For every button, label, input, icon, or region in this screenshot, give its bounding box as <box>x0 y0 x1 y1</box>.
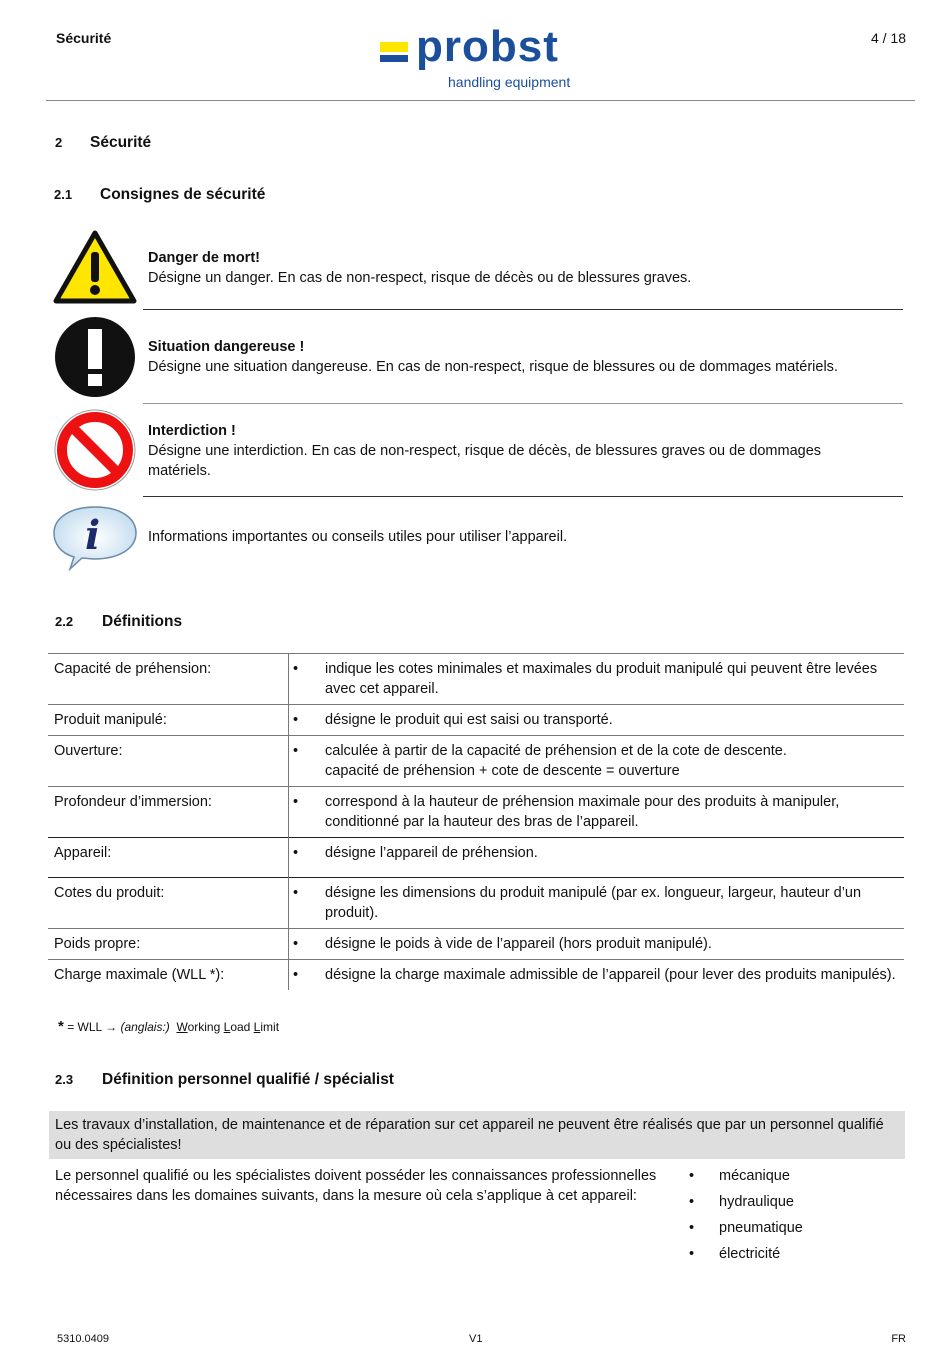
bullet: • <box>289 878 320 929</box>
subsection-heading-2-3: 2.3 Définition personnel qualifié / spécialist <box>55 1071 394 1088</box>
description: désigne le poids à vide de l’appareil (hors produit manipulé). <box>319 929 904 960</box>
term: Cotes du produit: <box>48 878 289 929</box>
bullet: • <box>289 705 320 736</box>
term: Profondeur d’immersion: <box>48 787 289 838</box>
page-number: 4 / 18 <box>870 30 906 46</box>
bullet: • <box>289 960 320 991</box>
table-row <box>48 787 904 838</box>
description: désigne le produit qui est saisi ou transporté. <box>319 705 904 736</box>
divider <box>143 403 903 404</box>
divider <box>143 496 903 497</box>
sign-caution-text: Situation dangereuse ! Désigne une situation dangereuse. En cas de non-respect, risque de blessures ou de dommages matériels. <box>148 339 838 375</box>
divider <box>143 309 903 310</box>
logo-word: probst <box>416 22 559 71</box>
exclamation-circle-icon <box>54 316 136 398</box>
term: Produit manipulé: <box>48 705 289 736</box>
sign-danger-text: Danger de mort! Désigne un danger. En cas de non-respect, risque de décès ou de blessures graves. <box>148 250 692 286</box>
table-row <box>48 929 904 960</box>
header-divider <box>46 100 915 101</box>
qualification-notice: Les travaux d’installation, de maintenance et de réparation sur cet appareil ne peuvent être réalisés que par un personnel qualifié ou des spécialistes! <box>49 1111 905 1159</box>
list-item: • hydraulique <box>689 1194 803 1220</box>
description: calculée à partir de la capacité de préhension et de la cote de descente. capacité de préhension + cote de descente = ouverture <box>319 736 904 787</box>
footer-doc-number: 5310.0409 <box>57 1333 109 1345</box>
description: désigne la charge maximale admissible de l’appareil (pour lever des produits manipulés). <box>319 960 904 991</box>
list-item: • électricité <box>689 1246 803 1272</box>
term: Capacité de préhension: <box>48 654 289 705</box>
table-row <box>48 705 904 736</box>
subsection-heading-2-2: 2.2 Définitions <box>55 613 183 630</box>
list-item: • mécanique <box>689 1168 803 1194</box>
bullet: • <box>289 654 320 705</box>
header-title: Sécurité <box>56 30 112 46</box>
warning-triangle-icon <box>53 230 137 304</box>
table-row <box>48 878 904 929</box>
term: Appareil: <box>48 838 289 878</box>
footnote: * = WLL → (anglais:) Working Load Limit <box>58 1018 280 1035</box>
bullet: • <box>289 929 320 960</box>
table-row <box>48 838 904 878</box>
subsection-heading-2-1: 2.1 Consignes de sécurité <box>54 186 266 203</box>
qualification-text: Le personnel qualifié ou les spécialistes doivent posséder les connaissances professionnelles nécessaires dans les domaines suivants, dans la mesure où cela s’applique à cet appareil: <box>55 1168 657 1204</box>
definitions-table <box>48 653 904 990</box>
table-row <box>48 654 904 705</box>
bullet: • <box>289 787 320 838</box>
logo-subtitle: handling equipment <box>448 74 571 90</box>
table-row <box>48 960 904 991</box>
list-item: • pneumatique <box>689 1220 803 1246</box>
footer-language: FR <box>891 1333 906 1345</box>
info-bubble-icon <box>52 505 138 573</box>
term: Ouverture: <box>48 736 289 787</box>
domain-list <box>689 1168 803 1272</box>
table-row <box>48 736 904 787</box>
description: désigne les dimensions du produit manipulé (par ex. longueur, largeur, hauteur d’un produit). <box>319 878 904 929</box>
sign-prohibition-text: Interdiction ! Désigne une interdiction. En cas de non-respect, risque de décès, de blessures graves ou de dommages matériels. <box>148 423 822 479</box>
description: indique les cotes minimales et maximales du produit manipulé qui peuvent être levées avec cet appareil. <box>319 654 904 705</box>
footer-version: V1 <box>469 1333 483 1345</box>
bullet: • <box>289 838 320 878</box>
prohibition-icon <box>54 409 136 491</box>
description: désigne l’appareil de préhension. <box>319 838 904 878</box>
sign-info-text: Informations importantes ou conseils utiles pour utiliser l’appareil. <box>148 529 568 545</box>
term: Poids propre: <box>48 929 289 960</box>
bullet: • <box>289 736 320 787</box>
description: correspond à la hauteur de préhension maximale pour des produits à manipuler, conditionné par la hauteur des bras de l’appareil. <box>319 787 904 838</box>
section-heading: 2 Sécurité <box>55 134 152 151</box>
svg-text:i: i <box>85 512 101 559</box>
term: Charge maximale (WLL *): <box>48 960 289 991</box>
